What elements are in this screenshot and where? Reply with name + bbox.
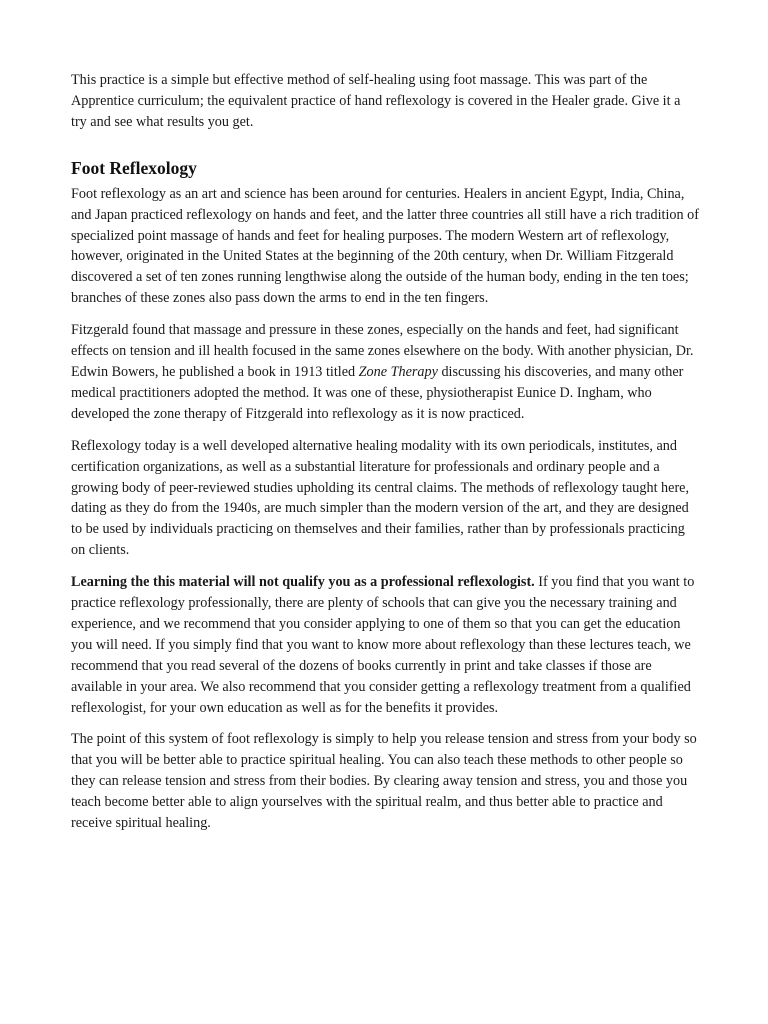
paragraph-qualification-text: If you find that you want to practice reflexology professionally, there are plenty of schools that can give you the necessary training and experience, and we recommend that you consider applying to one of them so that you can get the education you will need. If you simply find that you want to know more about reflexology than these lectures teach, we recommend that you read several of the dozens of books currently in print and take classes if those are available in your area. We also recommend that you consider getting a reflexology treatment from a qualified reflexologist, for your own education as well as for the benefits it provides. xyxy=(71,574,695,716)
paragraph-history: Foot reflexology as an art and science has been around for centuries. Healers in ancient Egypt, India, China, and Japan practiced reflexology on hands and feet, and the latter three countries all still have a rich tradition of specialized point massage of hands and feet for healing purposes. The modern Western art of reflexology, however, originated in the United States at the beginning of the 20th century, when Dr. William Fitzgerald discovered a set of ten zones running lengthwise along the outside of the human body, ending in the ten toes; branches of these zones also pass down the arms to end in the ten fingers. xyxy=(71,185,699,307)
paragraph-fitzgerald-text-end: discussing his discoveries, and many other medical practitioners adopted the method. It was one of these, physiotherapist Eunice D. Ingham, who developed the zone therapy of Fitzgerald into reflexology as it is now practiced. xyxy=(71,363,684,422)
document-page xyxy=(71,70,699,845)
qualification-warning: Learning the this material will not qualify you as a professional reflexologist. xyxy=(71,574,535,591)
paragraph-fitzgerald-text-start: Fitzgerald found that massage and pressure in these zones, especially on the hands and feet, had significant effects on tension and ill health focused in the same zones elsewhere on the body. With another physician, Dr. Edwin Bowers, he published a book in 1913 titled xyxy=(71,322,694,380)
book-title: Zone Therapy xyxy=(358,363,438,380)
paragraph-fitzgerald xyxy=(71,320,699,425)
section-heading: Foot Reflexology xyxy=(71,157,197,178)
paragraph-purpose: The point of this system of foot reflexology is simply to help you release tension and stress from your body so that you will be better able to practice spiritual healing. You can also teach these methods to other people so they can release tension and stress from their bodies. By clearing away tension and stress, you and those you teach become better able to align yourselves with the spiritual realm, and thus better able to practice and receive spiritual healing. xyxy=(71,731,697,832)
paragraph-qualification xyxy=(71,572,699,718)
paragraph-modern-reflexology: Reflexology today is a well developed alternative healing modality with its own periodicals, institutes, and certification organizations, as well as a substantial literature for professionals and ordinary people and a growing body of peer-reviewed studies upholding its central claims. The methods of reflexology taught here, dating as they do from the 1940s, are much simpler than the modern version of the art, and they are designed to be used by individuals practicing on themselves and their families, rather than by professionals practicing on clients. xyxy=(71,437,690,559)
intro-paragraph: This practice is a simple but effective method of self-healing using foot massage. This was part of the Apprentice curriculum; the equivalent practice of hand reflexology is covered in the Healer grade. Give it a try and see what results you get. xyxy=(71,72,681,130)
